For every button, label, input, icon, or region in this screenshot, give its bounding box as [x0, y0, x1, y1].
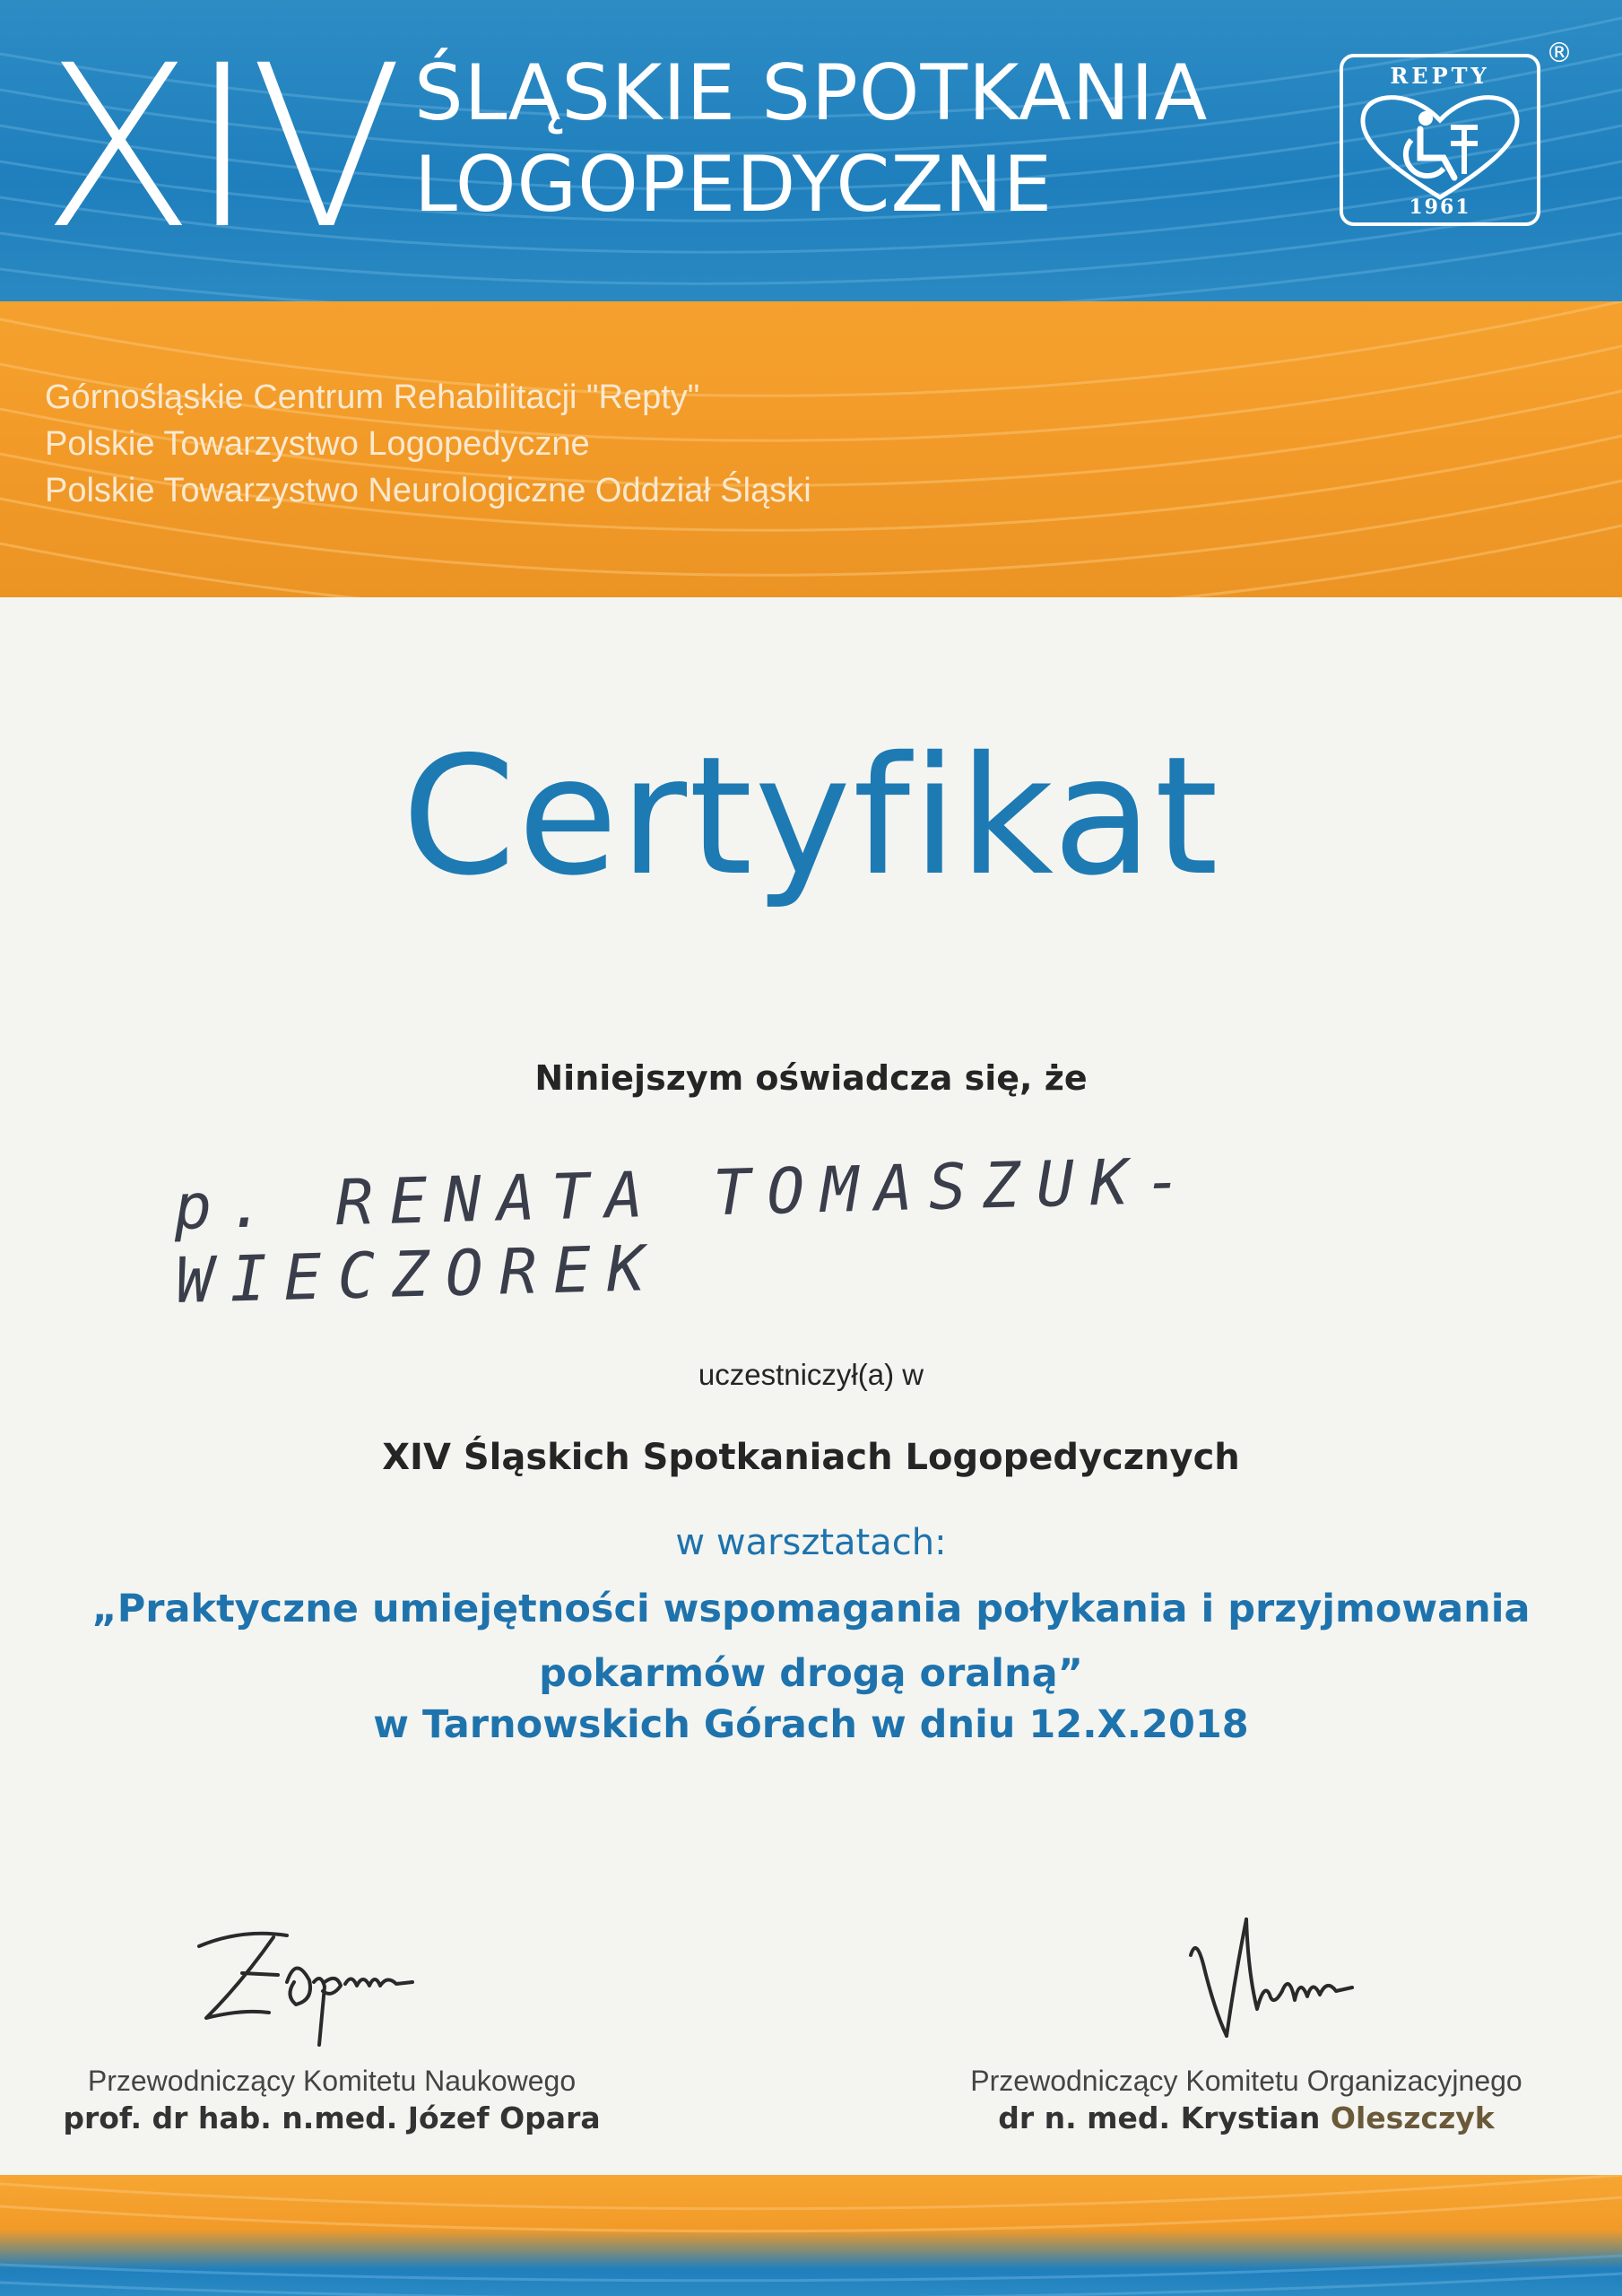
right-signature — [1184, 1901, 1363, 2054]
workshop-intro: w warsztatach: — [675, 1522, 947, 1563]
header-band — [0, 0, 1622, 305]
workshop-title-line2: pokarmów drogą oralną” — [539, 1651, 1083, 1696]
right-signer-surname: Oleszczyk — [1330, 2100, 1495, 2135]
footer-band — [0, 2175, 1622, 2296]
left-signer-role: Przewodniczący Komitetu Naukowego — [87, 2065, 577, 2097]
workshop-title — [0, 1577, 1622, 1706]
right-signer-name-main: dr n. med. Krystian — [998, 2100, 1331, 2135]
logo-top-text: REPTY — [1390, 63, 1490, 89]
organizer-line-2: Polskie Towarzystwo Logopedyczne — [45, 425, 590, 463]
certificate-title: Certyfikat — [402, 721, 1220, 911]
left-signer-name: prof. dr hab. n.med. Józef Opara — [63, 2100, 601, 2135]
footer-stripes-decoration — [0, 2175, 1622, 2296]
right-signer-name — [932, 2099, 1560, 2138]
left-signature — [188, 1919, 421, 2054]
organizer-line-3: Polskie Towarzystwo Neurologiczne Oddział Śląski — [45, 472, 811, 509]
participation-text: uczestniczył(a) w — [698, 1358, 924, 1391]
recipient-name-handwritten: p. RENATA TOMASZUK-WIECZOREK — [172, 1144, 1200, 1318]
right-signer-role: Przewodniczący Komitetu Organizacyjnego — [970, 2065, 1522, 2097]
event-title-line2: LOGOPEDYCZNE — [414, 140, 1054, 230]
organizer-line-1: Górnośląskie Centrum Rehabilitacji "Repty" — [45, 378, 700, 416]
logo-year: 1961 — [1409, 196, 1471, 219]
repty-logo — [1340, 54, 1540, 226]
declaration-text: Niniejszym oświadcza się, że — [534, 1058, 1088, 1098]
right-signature-block — [932, 2063, 1560, 2138]
place-and-date: w Tarnowskich Górach w dniu 12.X.2018 — [373, 1702, 1249, 1747]
registered-mark: ® — [1546, 38, 1573, 69]
roman-numeral: XIV — [41, 17, 399, 278]
workshop-title-line1: „Praktyczne umiejętności wspomagania połykania i przyjmowania — [91, 1587, 1531, 1631]
heart-wheelchair-icon — [1343, 88, 1537, 204]
left-signature-block — [54, 2063, 610, 2138]
event-title-line1: ŚLĄSKIE SPOTKANIA — [414, 48, 1209, 138]
event-name: XIV Śląskich Spotkaniach Logopedycznych — [382, 1437, 1240, 1478]
organizers-band — [0, 301, 1622, 597]
